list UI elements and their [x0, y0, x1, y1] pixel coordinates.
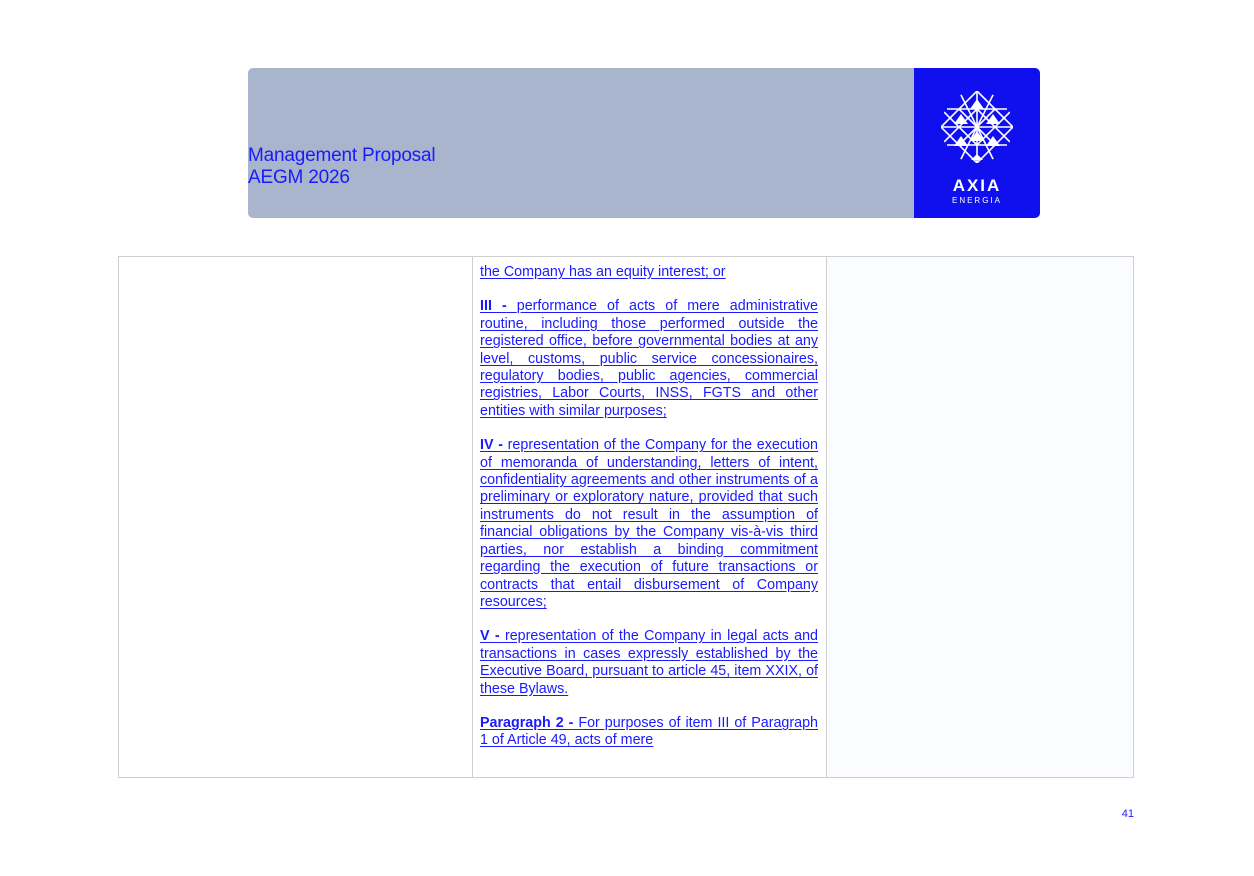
document-title [248, 145, 435, 189]
globe-icon [937, 90, 1017, 164]
table-column-right [827, 257, 1133, 777]
paragraph-lead: Paragraph 2 - [480, 714, 574, 731]
paragraph-lead: IV - [480, 437, 503, 454]
paragraph-text: performance of acts of mere administrative routine, including those performed outside the registered office, before governmental bodies at any level, customs, public service concessionaires, regulatory bodies, public agencies, commercial registries, Labor Courts, INSS, FGTS and other entities with similar purposes; [480, 298, 818, 419]
paragraph-lead: V - [480, 628, 500, 645]
amended-text [480, 264, 818, 767]
logo-subtitle: ENERGIA [951, 196, 1002, 205]
paragraph-text: representation of the Company for the execution of memoranda of understanding, letters of intent, confidentiality agreements and other instruments of a preliminary or exploratory nature, provided that such instruments do not result in the assumption of financial obligations by the Company vis-à-vis third parties, nor establish a binding commitment regarding the execution of future transactions or contracts that entail disbursement of Company resources; [480, 437, 818, 610]
document-title-line-2: AEGM 2026 [248, 167, 350, 188]
paragraph [480, 628, 818, 698]
document-title-line-1: Management Proposal [248, 145, 436, 166]
paragraph-text: For purposes of item III of Paragraph 1 of Article 49, acts of mere [480, 714, 818, 749]
page-number: 41 [1121, 808, 1134, 820]
paragraph [480, 264, 818, 281]
paragraph-lead: III - [480, 298, 507, 315]
table-column-middle [473, 257, 827, 777]
logo-wordmark: AXIA [952, 176, 1002, 195]
table-column-left [119, 257, 473, 777]
paragraph [480, 715, 818, 750]
header-band [248, 68, 914, 218]
paragraph-text: representation of the Company in legal acts and transactions in cases expressly established by the Executive Board, pursuant to article 45, item XXIX, of these Bylaws. [480, 628, 818, 697]
comparison-table [118, 256, 1134, 778]
company-logo [914, 68, 1040, 218]
paragraph [480, 437, 818, 611]
paragraph-text: the Company has an equity interest; or [480, 264, 726, 280]
paragraph [480, 298, 818, 420]
